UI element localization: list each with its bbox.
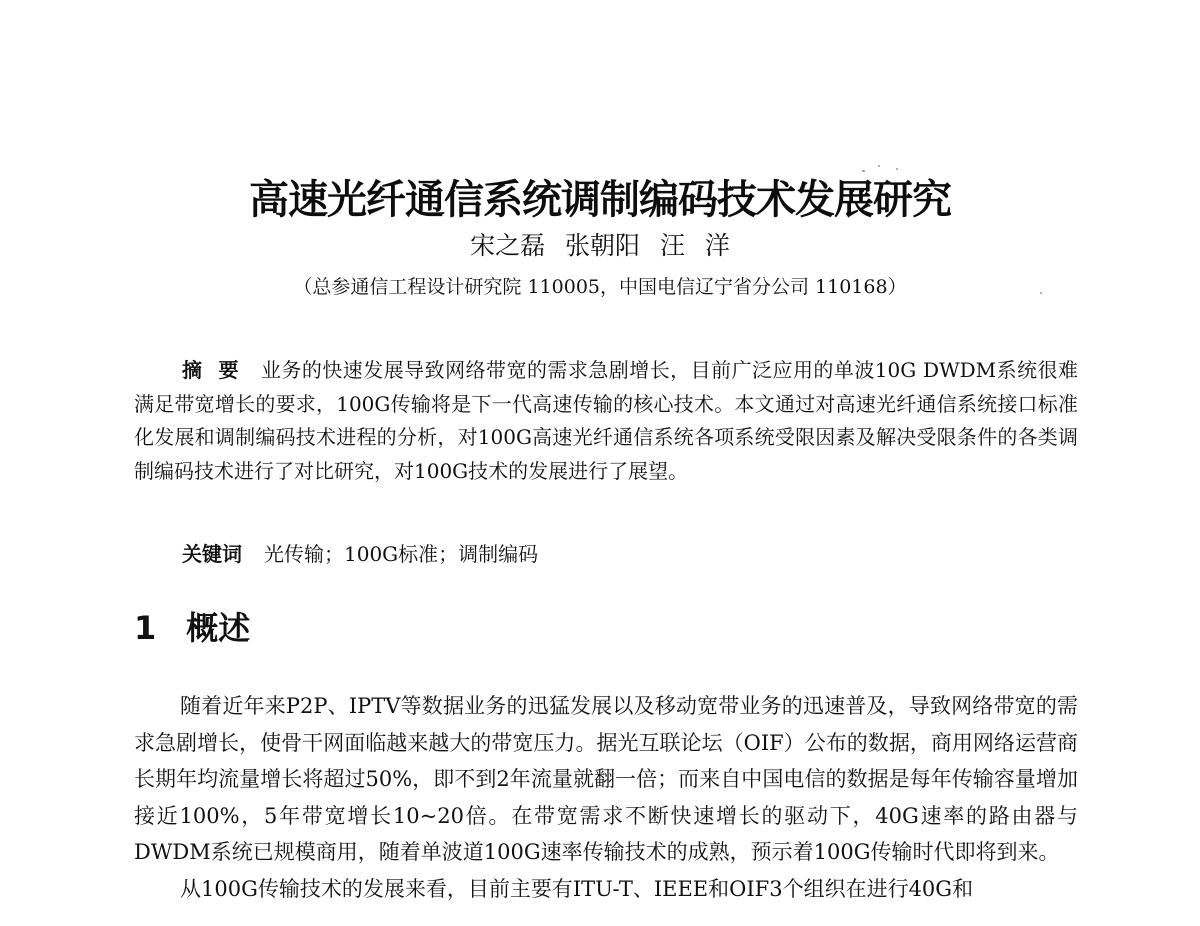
section-body bbox=[134, 688, 1078, 907]
abstract bbox=[134, 354, 1078, 488]
body-paragraph: 从100G传输技术的发展来看，目前主要有ITU-T、IEEE和OIF3个组织在进行40G和 bbox=[180, 876, 974, 901]
abstract-label: 摘要 bbox=[182, 358, 255, 382]
affiliation: （总参通信工程设计研究院 110005，中国电信辽宁省分公司 110168） bbox=[293, 276, 907, 298]
keywords-text: 光传输；100G标准；调制编码 bbox=[264, 542, 539, 566]
abstract-text: 业务的快速发展导致网络带宽的需求急剧增长，目前广泛应用的单波10G DWDM系统很难满足带宽增长的要求，100G传输将是下一代高速传输的核心技术。本文通过对高速光纤通信系统接口标准化发展和调制编码技术进程的分析，对100G高速光纤通信系统各项系统受限因素及解决受限条件的各类调制编码技术进行了对比研究，对100G技术的发展进行了展望。 bbox=[134, 358, 1079, 483]
section-number: 1 bbox=[134, 609, 157, 647]
scan-speck bbox=[896, 168, 898, 170]
keywords bbox=[182, 538, 1078, 571]
section-title: 概述 bbox=[186, 609, 251, 647]
body-paragraph: 随着近年来P2P、IPTV等数据业务的迅猛发展以及移动宽带业务的迅速普及，导致网络带宽的需求急剧增长，使骨干网面临越来越大的带宽压力。据光互联论坛（OIF）公布的数据，商用网络运营商长期年均流量增长将超过50%，即不到2年流量就翻一倍；而来自中国电信的数据是每年传输容量增加接近100%，5年带宽增长10~20倍。在带宽需求不断快速增长的驱动下，40G速率的路由器与DWDM系统已规模商用，随着单波道100G速率传输技术的成熟，预示着100G传输时代即将到来。 bbox=[134, 694, 1078, 864]
scan-speck bbox=[1040, 292, 1042, 294]
scan-speck bbox=[878, 165, 880, 167]
author-list: 宋之磊 张朝阳 汪 洋 bbox=[470, 231, 730, 260]
scan-speck bbox=[862, 170, 865, 172]
paper-title: 高速光纤通信系统调制编码技术发展研究 bbox=[249, 177, 951, 223]
keywords-label: 关键词 bbox=[182, 542, 242, 566]
section-heading bbox=[134, 603, 250, 653]
